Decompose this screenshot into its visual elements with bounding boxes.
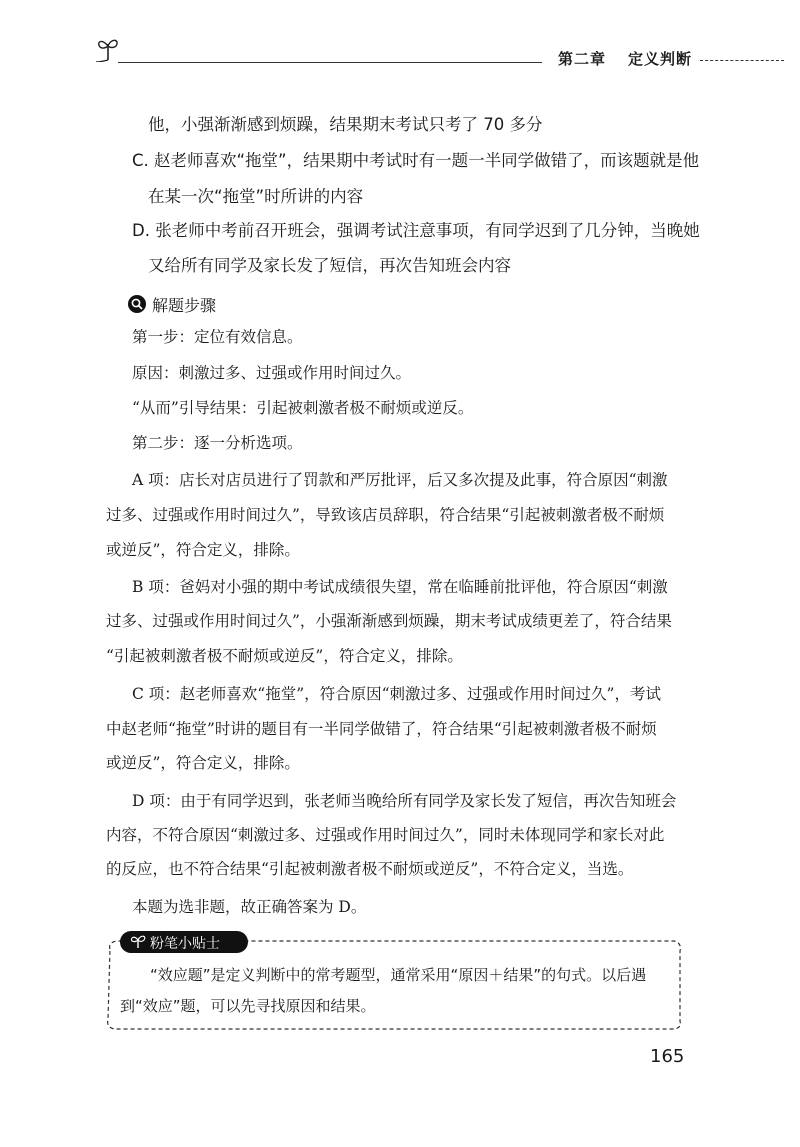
analysis-c-line: 或逆反”，符合定义，排除。 <box>106 754 300 772</box>
answer-line: 本题为选非题，故正确答案为 D。 <box>132 898 367 916</box>
analysis-b-line: “引起被刺激者极不耐烦或逆反”，符合定义，排除。 <box>106 647 463 665</box>
analysis-a-line: 或逆反”，符合定义，排除。 <box>106 541 300 559</box>
step-line: 原因：刺激过多、过强或作用时间过久。 <box>132 364 412 382</box>
step-line: “从而”引导结果：引起被刺激者极不耐烦或逆反。 <box>132 399 474 417</box>
chapter-title: 定义判断 <box>628 50 693 68</box>
option-d-line: D. 张老师中考前召开班会，强调考试注意事项，有同学迟到了几分钟，当晚她 <box>132 221 700 240</box>
steps-heading: 解题步骤 <box>152 296 217 315</box>
step-line: 第一步：定位有效信息。 <box>132 328 303 346</box>
option-c-line: 在某一次“拖堂”时所讲的内容 <box>148 187 364 206</box>
analysis-b-line: B 项：爸妈对小强的期中考试成绩很失望，常在临睡前批评他，符合原因“刺激 <box>132 578 668 596</box>
header-rule-right <box>700 60 784 61</box>
analysis-d-line: 内容，不符合原因“刺激过多、过强或作用时间过久”，同时未体现同学和家长对此 <box>106 826 665 844</box>
step-line: 第二步：逐一分析选项。 <box>132 434 303 452</box>
analysis-d-line: D 项：由于有同学迟到，张老师当晚给所有同学及家长发了短信，再次告知班会 <box>132 792 677 810</box>
tip-label-badge <box>120 930 250 954</box>
option-b-continuation: 他，小强渐渐感到烦躁，结果期末考试只考了 70 多分 <box>148 115 543 134</box>
analysis-c-line: C 项：赵老师喜欢“拖堂”，符合原因“刺激过多、过强或作用时间过久”，考试 <box>132 685 661 703</box>
tip-text-line: “效应题”是定义判断中的常考题型，通常采用“原因＋结果”的句式。以后遇 <box>150 966 647 984</box>
chapter-label: 第二章 <box>558 50 607 68</box>
tip-label-text: 粉笔小贴士 <box>150 936 220 952</box>
option-d-line: 又给所有同学及家长发了短信，再次告知班会内容 <box>148 256 511 275</box>
analysis-b-line: 过多、过强或作用时间过久”，小强渐渐感到烦躁，期末考试成绩更差了，符合结果 <box>106 612 672 630</box>
sprout-icon <box>94 36 122 62</box>
analysis-a-line: A 项：店长对店员进行了罚款和严厉批评，后又多次提及此事，符合原因“刺激 <box>132 471 668 489</box>
page-number: 165 <box>650 1046 685 1067</box>
option-c-line: C. 赵老师喜欢“拖堂”，结果期中考试时有一题一半同学做错了，而该题就是他 <box>132 151 700 170</box>
analysis-d-line: 的反应，也不符合结果“引起被刺激者极不耐烦或逆反”，不符合定义，当选。 <box>106 860 634 878</box>
analysis-a-line: 过多、过强或作用时间过久”，导致该店员辞职，符合结果“引起被刺激者极不耐烦 <box>106 506 665 524</box>
magnifier-icon <box>128 295 146 313</box>
tip-text-line: 到“效应”题，可以先寻找原因和结果。 <box>120 997 376 1015</box>
analysis-c-line: 中赵老师“拖堂”时讲的题目有一半同学做错了，符合结果“引起被刺激者极不耐烦 <box>106 720 657 738</box>
header-rule-left <box>118 62 542 63</box>
